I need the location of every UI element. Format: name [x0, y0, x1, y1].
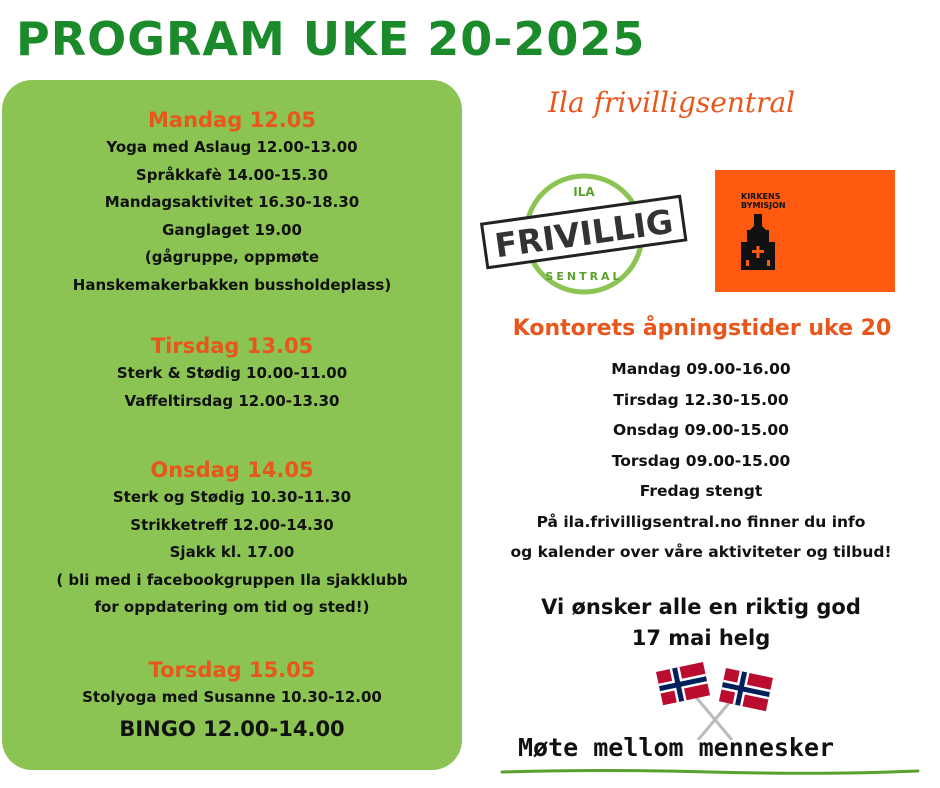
organization-name: Ila frivilligsentral — [548, 86, 796, 119]
office-line: Tirsdag 12.30-15.00 — [613, 390, 789, 409]
greeting-line-1: Vi ønsker alle en riktig god — [541, 595, 861, 619]
office-line: Mandag 09.00-16.00 — [611, 360, 791, 378]
page-title: PROGRAM UKE 20-2025 — [16, 12, 646, 66]
office-line: og kalender over våre aktiviteter og tilbud! — [510, 543, 892, 561]
norway-flag-icon — [656, 662, 710, 705]
day-monday — [2, 106, 462, 299]
day-thursday — [2, 656, 462, 746]
office-line: Onsdag 09.00-15.00 — [613, 421, 789, 439]
kb-line-2: BYMISJON — [741, 201, 786, 210]
logo-top-text: ILA — [573, 185, 595, 199]
activity-line: Vaffeltirsdag 12.00-13.30 — [124, 391, 340, 410]
logo-main-text: FRIVILLIG — [492, 201, 676, 266]
day-heading: Onsdag 14.05 — [150, 458, 314, 482]
church-icon — [741, 214, 775, 274]
office-hours-heading: Kontorets åpningstider uke 20 — [512, 316, 892, 341]
activity-line: Hanskemakerbakken bussholdeplass) — [72, 275, 392, 294]
day-heading: Tirsdag 13.05 — [150, 334, 314, 358]
activity-line: Sterk & Stødig 10.00-11.00 — [116, 364, 348, 382]
activity-line: Strikketreff 12.00-14.30 — [130, 515, 334, 534]
holiday-greeting — [470, 592, 932, 654]
bingo-highlight: BINGO 12.00-14.00 — [119, 716, 345, 741]
activity-line: Mandagsaktivitet 16.30-18.30 — [104, 193, 360, 211]
greeting-line-2: 17 mai helg — [631, 626, 771, 650]
kb-line-1: KIRKENS — [741, 192, 781, 201]
office-line: Torsdag 09.00-15.00 — [611, 451, 791, 470]
day-tuesday — [2, 332, 462, 415]
logo-bottom-text: SENTRAL — [545, 270, 623, 283]
day-wednesday — [2, 456, 462, 622]
activity-line: Ganglaget 19.00 — [162, 220, 302, 239]
kb-logo-text — [741, 192, 786, 210]
frivillig-logo — [480, 168, 695, 302]
activity-line: (gågruppe, oppmøte — [144, 248, 320, 266]
day-heading: Mandag 12.05 — [148, 108, 316, 132]
activity-line: Språkkafè 14.00-15.30 — [135, 165, 329, 184]
slogan-underline — [500, 762, 920, 781]
activity-line: for oppdatering om tid og sted!) — [94, 598, 370, 616]
office-hours-list — [470, 354, 932, 568]
slogan: Møte mellom mennesker — [518, 733, 835, 762]
norway-flags — [650, 660, 780, 744]
day-heading: Torsdag 15.05 — [148, 658, 316, 682]
kirkens-bymisjon-logo — [715, 170, 895, 292]
activity-line: Yoga med Aslaug 12.00-13.00 — [106, 138, 358, 156]
activity-line: ( bli med i facebookgruppen Ila sjakklubb — [56, 570, 408, 589]
office-line: På ila.frivilligsentral.no finner du info — [536, 512, 866, 531]
office-line: Fredag stengt — [639, 482, 763, 500]
activity-line: Sjakk kl. 17.00 — [169, 543, 295, 561]
activity-line: Sterk og Stødig 10.30-11.30 — [112, 488, 352, 506]
activity-line: Stolyoga med Susanne 10.30-12.00 — [82, 688, 382, 706]
program-panel — [2, 80, 462, 770]
